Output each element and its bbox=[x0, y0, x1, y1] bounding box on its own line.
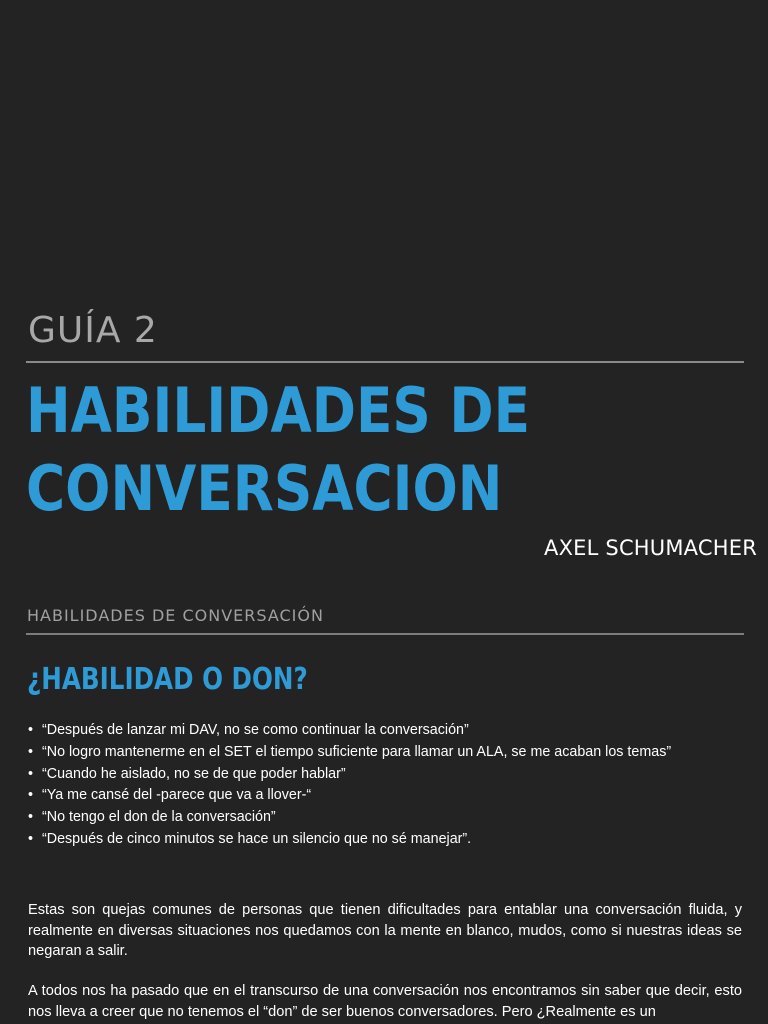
divider-top bbox=[26, 361, 744, 363]
body-paragraph-2: A todos nos ha pasado que en el transcurso de una conversación nos encontramos sin saber que decir, esto nos lleva a creer que no tenemos el “don” de ser buenos conversadores. Pero ¿Realmente es un bbox=[28, 983, 742, 1020]
quote-item: • “No logro mantenerme en el SET el tiempo suficiente para llamar un ALA, se me acaban los temas” bbox=[28, 742, 748, 764]
quote-item: • “Cuando he aislado, no se de que poder hablar” bbox=[28, 764, 748, 786]
quote-item: • “Después de cinco minutos se hace un silencio que no sé manejar”. bbox=[28, 829, 748, 851]
quote-item: • “Ya me cansé del -parece que va a llover-“ bbox=[28, 785, 748, 807]
document-title bbox=[26, 372, 530, 528]
title-line-1: HABILIDADES DE bbox=[26, 374, 531, 447]
quote-list bbox=[28, 720, 748, 851]
body-paragraph-1: Estas son quejas comunes de personas que tienen dificultades para entablar una conversación fluida, y realmente en diversas situaciones nos quedamos con la mente en blanco, mudos, como si nuestras ideas se negaran a salir. bbox=[28, 902, 742, 959]
section-heading: ¿HABILIDAD O DON? bbox=[27, 662, 308, 697]
section-label: HABILIDADES DE CONVERSACIÓN bbox=[27, 606, 324, 625]
guide-number: GUÍA 2 bbox=[28, 310, 158, 351]
title-line-2: CONVERSACION bbox=[26, 452, 503, 525]
author-name: AXEL SCHUMACHER bbox=[544, 536, 757, 560]
quote-item: • “Después de lanzar mi DAV, no se como continuar la conversación” bbox=[28, 720, 748, 742]
quote-item: • “No tengo el don de la conversación” bbox=[28, 807, 748, 829]
divider-section bbox=[26, 633, 744, 635]
